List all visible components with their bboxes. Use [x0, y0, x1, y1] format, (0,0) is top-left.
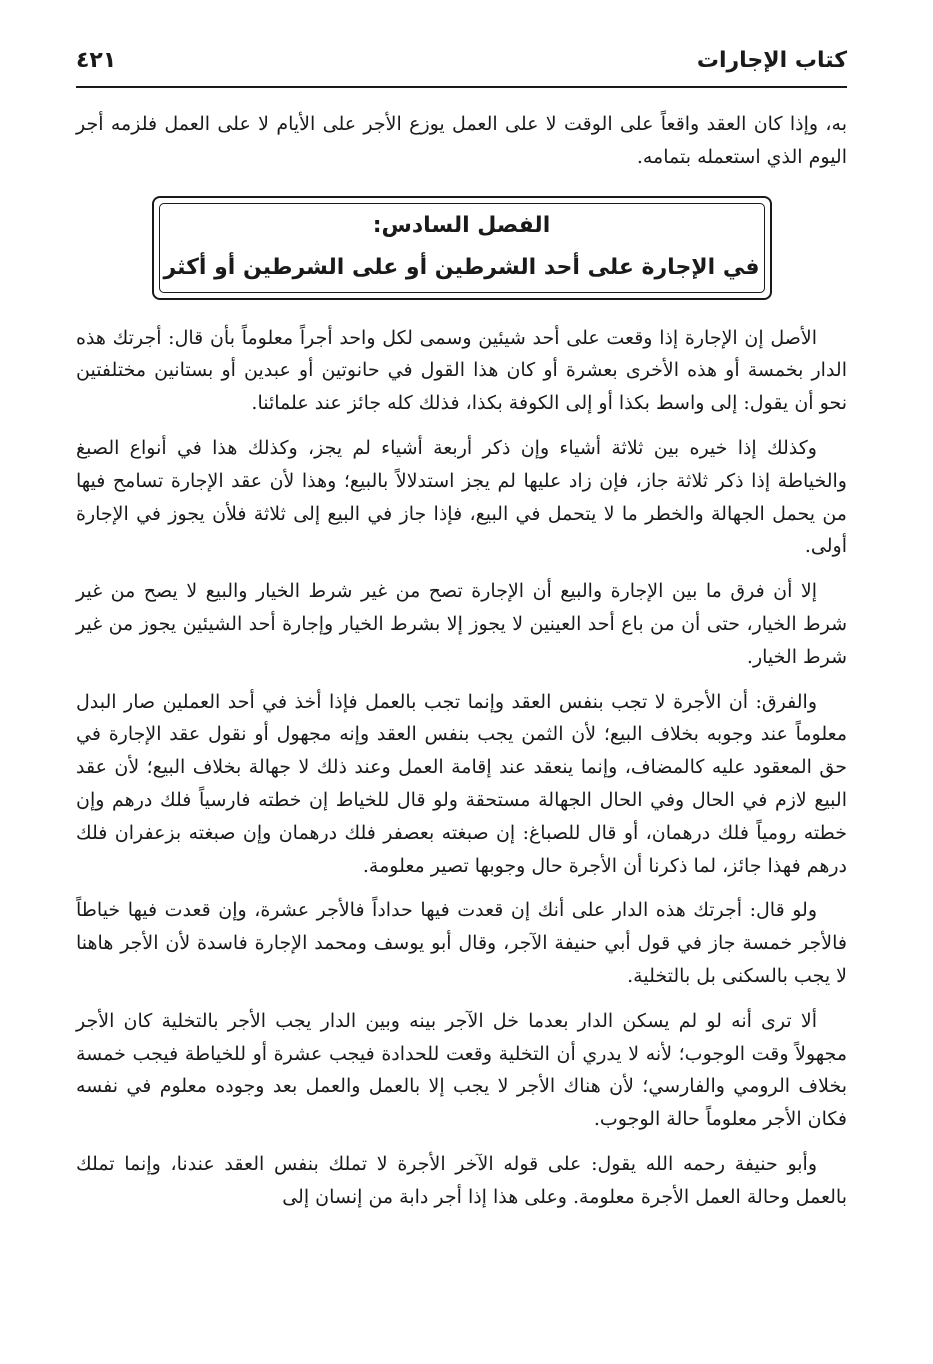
paragraph: الأصل إن الإجارة إذا وقعت على أحد شيئين وسمى لكل واحد أجراً معلوماً بأن قال: أجرتك هذه الدار بخمسة أو هذه الأخرى بعشرة أو كان هذا القول في حانوتين أو عبدين أو بستانين مختلفتين نحو أن يقول: إلى واسط بكذا أو إلى الكوفة بكذا، فذلك كله جائز عند علمائنا. — [76, 326, 847, 415]
section-heading-frame — [152, 196, 772, 300]
paragraph: وأبو حنيفة رحمه الله يقول: على قوله الآخر الأجرة لا تملك بنفس العقد عندنا، وإنما تملك بالعمل وحالة العمل الأجرة معلومة. وعلى هذا إذا أجر دابة من إنسان إلى — [76, 1152, 847, 1208]
running-title: كتاب الإجارات — [696, 48, 847, 73]
paragraph: والفرق: أن الأجرة لا تجب بنفس العقد وإنما تجب بالعمل فإذا أخذ في أحد العملين صار البدل معلوماً عند وجوبه بخلاف البيع؛ لأن الثمن يجب بنفس العقد وإنه مجهول أو نقول عقد الإجارة في حق المعقود عليه كالمضاف، وإنما ينعقد عند إقامة العمل وعند ذلك لا جهالة بخلاف البيع؛ لأن عقد البيع لازم في الحال وفي الحال الجهالة مستحقة ولو قال للخياط إن خطته فارسياً فلك درهم وإن خطته رومياً فلك درهمان، أو قال للصباغ: إن صبغته بعصفر فلك درهمان وإن صبغته بزعفران فلك درهم فهذا جائز، لما ذكرنا أن الأجرة حال وجوبها تصير معلومة. — [76, 690, 847, 877]
section-title: الفصل السادس: — [372, 212, 551, 238]
page-number: ٤٢١ — [76, 48, 117, 73]
paragraph: ألا ترى أنه لو لم يسكن الدار بعدما خل الآجر بينه وبين الدار يجب الأجر بالتخلية كان الأجر مجهولاً وقت الوجوب؛ لأنه لا يدري أن التخلية وقعت للحدادة فيجب عشرة أو للخياطة فيجب خمسة بخلاف الرومي والفارسي؛ لأن هناك الأجر لا يجب إلا بالعمل والعمل بعد وجوده معلوم في نفسه فكان الأجر معلوماً حالة الوجوب. — [76, 1009, 847, 1131]
page-body — [76, 108, 847, 1214]
section-subtitle: في الإجارة على أحد الشرطين أو على الشرطين أو أكثر — [163, 254, 760, 280]
page-header — [76, 40, 847, 88]
opening-paragraph: به، وإذا كان العقد واقعاً على الوقت لا على العمل يوزع الأجر على الأيام لا على العمل فلزمه أجر اليوم الذي استعمله بتمامه. — [76, 113, 847, 168]
paragraph: وكذلك إذا خيره بين ثلاثة أشياء وإن ذكر أربعة أشياء لم يجز، وكذلك هذا في أنواع الصبغ والخياطة إذا ذكر ثلاثة جاز، فإن زاد عليها لم يجز استدلالاً بالبيع؛ وهذا لأن عقد الإجارة تسامح فيها من يحمل الجهالة والخطر ما لا يتحمل في البيع، فإذا جاز في البيع إلى ثلاثة فلأن يجوز في الإجارة أولى. — [76, 436, 847, 558]
paragraph: ولو قال: أجرتك هذه الدار على أنك إن قعدت فيها حداداً فالأجر عشرة، وإن قعدت فيها خياطاً فالأجر خمسة جاز في قول أبي حنيفة الآجر، وقال أبو يوسف ومحمد الإجارة فاسدة لأن الأجر هاهنا لا يجب بالسكنى بل بالتخلية. — [76, 899, 847, 987]
paragraph: إلا أن فرق ما بين الإجارة والبيع أن الإجارة تصح من غير شرط الخيار والبيع لا يصح من غير شرط الخيار، حتى أن من باع أحد العينين لا يجوز إلا بشرط الخيار وإجارة أحد الشيئين يجوز من غير شرط الخيار. — [76, 580, 847, 668]
